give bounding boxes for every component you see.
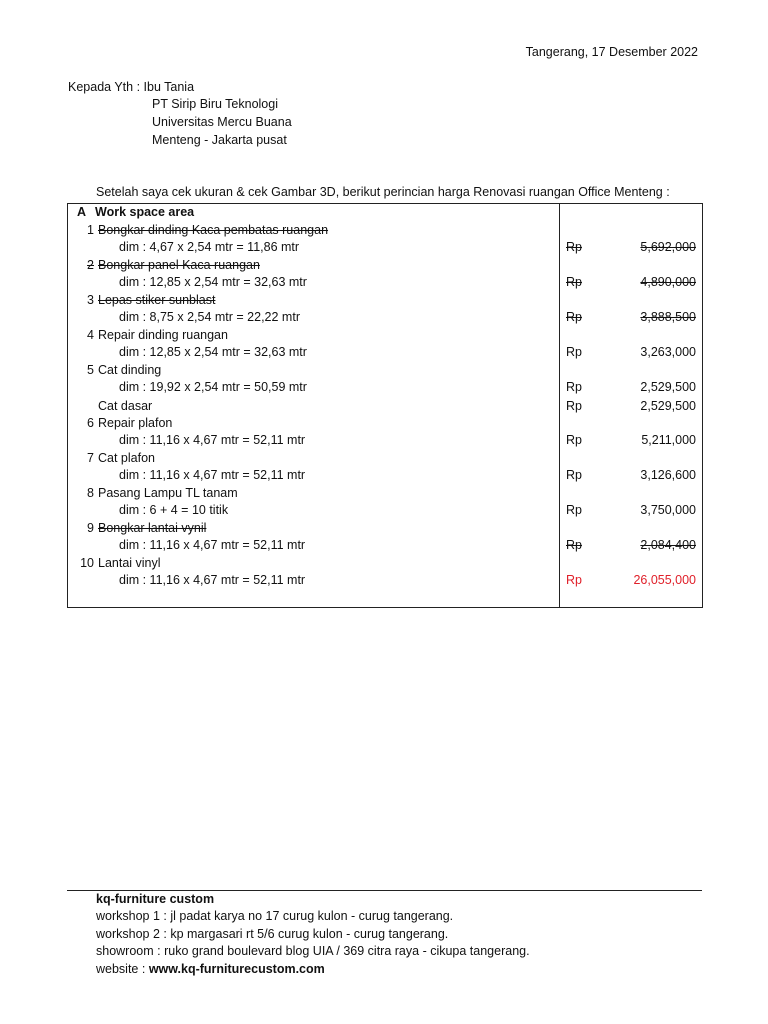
item-currency: Rp — [566, 310, 582, 324]
item-amount: 3,263,000 — [640, 345, 696, 359]
item-title: Lantai vinyl — [98, 556, 161, 570]
item-amount: 4,890,000 — [640, 275, 696, 289]
item-dimension: dim : 4,67 x 2,54 mtr = 11,86 mtr — [119, 240, 300, 254]
item-number: 6 — [87, 416, 94, 430]
item-currency: Rp — [566, 399, 582, 413]
item-currency: Rp — [566, 380, 582, 394]
item-number: 2 — [87, 258, 94, 272]
item-amount: 5,692,000 — [640, 240, 696, 254]
item-title: Bongkar panel Kaca ruangan — [98, 258, 260, 272]
item-currency: Rp — [566, 538, 582, 552]
item-dimension: dim : 12,85 x 2,54 mtr = 32,63 mtr — [119, 275, 307, 289]
website-label: website : — [96, 962, 149, 976]
item-number: 3 — [87, 293, 94, 307]
recipient-location: Menteng - Jakarta pusat — [152, 133, 287, 147]
table-row — [68, 380, 702, 397]
item-amount: 3,126,600 — [640, 468, 696, 482]
item-number: 5 — [87, 363, 94, 377]
table-row — [68, 538, 702, 555]
letter-date: Tangerang, 17 Desember 2022 — [525, 45, 698, 59]
item-number: 7 — [87, 451, 94, 465]
footer-divider — [67, 890, 702, 891]
item-number: 9 — [87, 521, 94, 535]
item-amount: 5,211,000 — [641, 433, 696, 447]
section-title: Work space area — [95, 205, 195, 219]
table-row — [68, 451, 702, 468]
item-amount: 26,055,000 — [633, 573, 696, 587]
table-row — [68, 275, 702, 292]
table-row — [68, 521, 702, 538]
item-dimension: dim : 8,75 x 2,54 mtr = 22,22 mtr — [119, 310, 300, 324]
table-row — [68, 293, 702, 310]
table-row — [68, 223, 702, 240]
item-amount: 2,084,400 — [640, 538, 696, 552]
table-row — [68, 328, 702, 345]
item-dimension: dim : 11,16 x 4,67 mtr = 52,11 mtr — [119, 433, 306, 447]
item-amount: 2,529,500 — [640, 399, 696, 413]
item-title: Bongkar dinding Kaca pembatas ruangan — [98, 223, 329, 237]
table-row — [68, 468, 702, 485]
showroom-address: showroom : ruko grand boulevard blog UIA / 369 citra raya - cikupa tangerang. — [96, 944, 530, 958]
item-currency: Rp — [566, 345, 582, 359]
item-number: 8 — [87, 486, 94, 500]
workshop-1-address: workshop 1 : jl padat karya no 17 curug kulon - curug tangerang. — [96, 909, 454, 923]
recipient-company: PT Sirip Biru Teknologi — [152, 97, 278, 111]
item-dimension: dim : 6 + 4 = 10 titik — [119, 503, 229, 517]
item-currency: Rp — [566, 240, 582, 254]
table-row — [68, 556, 702, 573]
table-row — [68, 240, 702, 257]
item-dimension: dim : 11,16 x 4,67 mtr = 52,11 mtr — [119, 573, 306, 587]
recipient-salutation: Kepada Yth : Ibu Tania — [68, 80, 195, 94]
section-header — [68, 205, 702, 222]
item-amount: 2,529,500 — [640, 380, 696, 394]
table-row — [68, 310, 702, 327]
item-title: Cat dinding — [98, 363, 162, 377]
section-code: A — [76, 205, 86, 219]
item-currency: Rp — [566, 275, 582, 289]
table-row — [68, 399, 702, 416]
item-title: Cat dasar — [98, 399, 153, 413]
item-number: 4 — [87, 328, 94, 342]
table-row — [68, 433, 702, 450]
item-dimension: dim : 11,16 x 4,67 mtr = 52,11 mtr — [119, 538, 306, 552]
item-title: Bongkar lantai vynil — [98, 521, 207, 535]
table-row — [68, 416, 702, 433]
recipient-institution: Universitas Mercu Buana — [152, 115, 292, 129]
intro-sentence: Setelah saya cek ukuran & cek Gambar 3D, berikut perincian harga Renovasi ruangan Office Menteng : — [96, 185, 670, 199]
item-title: Lepas stiker sunblast — [98, 293, 216, 307]
item-currency: Rp — [566, 468, 582, 482]
item-title: Cat plafon — [98, 451, 155, 465]
table-row — [68, 345, 702, 362]
table-row — [68, 573, 702, 590]
item-currency: Rp — [566, 503, 582, 517]
item-amount: 3,888,500 — [640, 310, 696, 324]
table-row — [68, 363, 702, 380]
item-amount: 3,750,000 — [640, 503, 696, 517]
workshop-2-address: workshop 2 : kp margasari rt 5/6 curug kulon - curug tangerang. — [96, 927, 449, 941]
price-table — [67, 203, 703, 608]
item-currency: Rp — [566, 573, 582, 587]
table-row — [68, 486, 702, 503]
item-title: Repair dinding ruangan — [98, 328, 228, 342]
website-link[interactable]: www.kq-furniturecustom.com — [148, 962, 325, 976]
website-line — [96, 962, 325, 976]
item-title: Repair plafon — [98, 416, 173, 430]
item-dimension: dim : 19,92 x 2,54 mtr = 50,59 mtr — [119, 380, 307, 394]
item-title: Pasang Lampu TL tanam — [98, 486, 238, 500]
item-dimension: dim : 12,85 x 2,54 mtr = 32,63 mtr — [119, 345, 307, 359]
item-currency: Rp — [566, 433, 582, 447]
table-row — [68, 258, 702, 275]
company-name: kq-furniture custom — [96, 892, 215, 906]
item-dimension: dim : 11,16 x 4,67 mtr = 52,11 mtr — [119, 468, 306, 482]
table-row — [68, 503, 702, 520]
item-number: 10 — [80, 556, 94, 570]
item-number: 1 — [87, 223, 94, 237]
